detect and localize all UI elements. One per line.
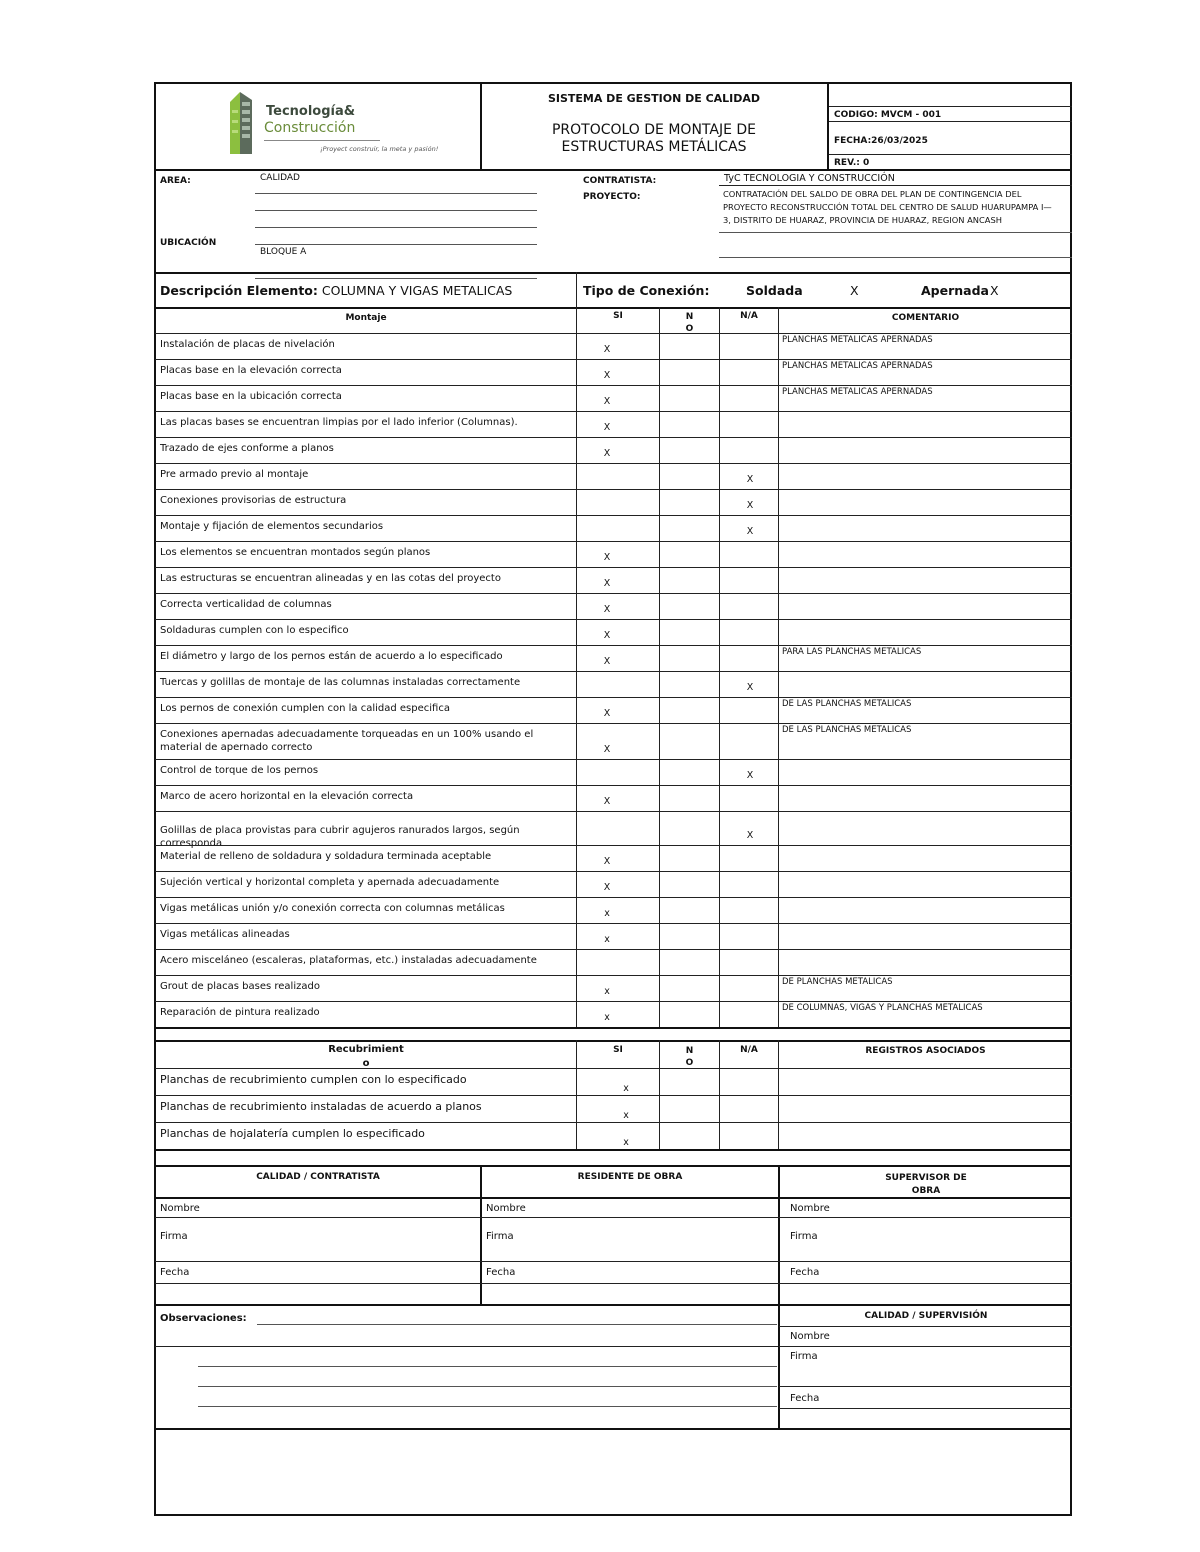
- conexion-label: Tipo de Conexión:: [583, 283, 710, 298]
- code-rule: [829, 154, 1072, 155]
- table-row-rule: [155, 645, 1072, 646]
- no-header-line2: O: [685, 324, 694, 334]
- protocol-title: [482, 122, 826, 156]
- table-row-label: El diámetro y largo de los pernos están de acuerdo a lo especificado: [160, 651, 503, 662]
- element-top-rule: [155, 272, 1072, 274]
- sig-col3-fecha: Fecha: [790, 1267, 820, 1278]
- table-row-label: Acero misceláneo (escaleras, plataformas, etc.) instaladas adecuadamente: [160, 955, 537, 966]
- table-row-label: Marco de acero horizontal en la elevación correcta: [160, 791, 414, 802]
- si-mark: x: [604, 986, 610, 997]
- table-row-rule: [155, 411, 1072, 412]
- table-row-label: Instalación de placas de nivelación: [160, 339, 335, 350]
- table-row-label: Montaje y fijación de elementos secundarios: [160, 521, 384, 532]
- sig-col1-firma: Firma: [160, 1231, 188, 1242]
- sig-rule: [155, 1165, 1072, 1167]
- proyecto-value: [723, 188, 1052, 227]
- no-header-line2: O: [685, 1058, 694, 1068]
- si-mark: X: [603, 630, 611, 641]
- table-row-label: Las placas bases se encuentran limpias por el lado inferior (Columnas).: [160, 417, 518, 428]
- proyecto-line3: 3, DISTRITO DE HUARAZ, PROVINCIA DE HUARAZ, REGION ANCASH: [723, 215, 1002, 225]
- si-mark: X: [603, 708, 611, 719]
- ubicacion-line: [255, 244, 537, 245]
- logo-line1: Tecnología&: [266, 104, 356, 119]
- sig-divider: [778, 1165, 780, 1429]
- table-row-rule: [155, 593, 1072, 594]
- protocol-title-line1: PROTOCOLO DE MONTAJE DE: [551, 122, 757, 138]
- supervision-nombre: Nombre: [790, 1331, 830, 1342]
- proyecto-line1: CONTRATACIÓN DEL SALDO DE OBRA DEL PLAN DE CONTINGENCIA DEL: [723, 189, 1022, 199]
- comment-cell: PLANCHAS METALICAS APERNADAS: [782, 335, 933, 345]
- no-header-line1: N: [685, 1046, 694, 1056]
- contratista-label: CONTRATISTA:: [583, 176, 657, 186]
- table-row-label: Placas base en la elevación correcta: [160, 365, 342, 376]
- table-row-rule: [155, 333, 1072, 334]
- sig-rule: [155, 1283, 1072, 1284]
- table-bottom-rule: [155, 1027, 1072, 1029]
- na-mark: X: [746, 770, 754, 781]
- proyecto-line: [719, 232, 1072, 233]
- recubrimiento-header-line1: Recubrimient: [328, 1044, 404, 1055]
- supervision-rule: [779, 1386, 1072, 1387]
- table-column-rule: [778, 1040, 779, 1149]
- sig-rule: [155, 1217, 1072, 1218]
- comment-cell: DE LAS PLANCHAS METALICAS: [782, 699, 912, 709]
- table-row-rule: [155, 1095, 1072, 1096]
- table-row-label: Las estructuras se encuentran alineadas y en las cotas del proyecto: [160, 573, 501, 584]
- table-column-rule: [659, 307, 660, 1027]
- element-divider: [576, 272, 577, 308]
- proyecto-line: [719, 257, 1072, 258]
- table-row-label: Planchas de hojalatería cumplen lo especificado: [160, 1127, 425, 1140]
- sig-divider: [480, 1165, 482, 1305]
- si-mark: X: [603, 422, 611, 433]
- table-row-label: Soldaduras cumplen con lo especifico: [160, 625, 349, 636]
- contratista-value: TyC TECNOLOGIA Y CONSTRUCCIÓN: [724, 173, 895, 184]
- sig-col2-fecha: Fecha: [486, 1267, 516, 1278]
- calidad-supervision-title: CALIDAD / SUPERVISIÓN: [864, 1311, 988, 1321]
- comment-cell: DE PLANCHAS METALICAS: [782, 977, 893, 987]
- na-mark: X: [746, 474, 754, 485]
- rev-field: REV.: 0: [834, 158, 870, 168]
- si-mark: X: [603, 578, 611, 589]
- na-header: N/A: [740, 1045, 758, 1055]
- si-mark: X: [603, 344, 611, 355]
- si-mark: X: [603, 856, 611, 867]
- na-mark: X: [746, 682, 754, 693]
- table-row-label: Material de relleno de soldadura y soldadura terminada aceptable: [160, 851, 492, 862]
- si-mark: X: [603, 604, 611, 615]
- sig-col3-title: [780, 1172, 1072, 1198]
- sig-rule: [155, 1261, 1072, 1262]
- desc-value: COLUMNA Y VIGAS METALICAS: [321, 283, 513, 298]
- table-column-rule: [719, 307, 720, 1027]
- soldada-mark: X: [850, 283, 859, 298]
- codigo-field: CODIGO: MVCM - 001: [834, 110, 942, 120]
- supervision-firma: Firma: [790, 1351, 818, 1362]
- table-row-label: Conexiones apernadas adecuadamente torqueadas en un 100% usando el material de apernado correcto: [160, 729, 534, 753]
- table-row-rule: [155, 949, 1072, 950]
- proyecto-label: PROYECTO:: [583, 192, 641, 202]
- area-line: [255, 227, 537, 228]
- table-row-rule: [155, 1068, 1072, 1069]
- table-row-label: Vigas metálicas alineadas: [160, 929, 290, 940]
- table-row-rule: [155, 723, 1072, 724]
- table-row-rule: [155, 489, 1072, 490]
- code-rule: [829, 121, 1072, 122]
- logo-rule: [264, 140, 380, 141]
- si-mark: X: [603, 656, 611, 667]
- si-mark: X: [603, 744, 611, 755]
- table-row-rule: [155, 541, 1072, 542]
- ubicacion-value: BLOQUE A: [260, 247, 307, 257]
- sig-col1-nombre: Nombre: [160, 1203, 200, 1214]
- comment-cell: DE LAS PLANCHAS METALICAS: [782, 725, 912, 735]
- protocol-title-line2: ESTRUCTURAS METÁLICAS: [561, 139, 747, 155]
- recubrimiento-header: [156, 1043, 576, 1071]
- comment-cell: PLANCHAS METALICAS APERNADAS: [782, 361, 933, 371]
- table-row-label: Sujeción vertical y horizontal completa y apernada adecuadamente: [160, 877, 500, 888]
- desc-label: Descripción Elemento:: [160, 283, 318, 298]
- observaciones-line: [198, 1406, 777, 1407]
- table-row-rule: [155, 845, 1072, 846]
- header-divider: [827, 83, 829, 170]
- na-mark: X: [746, 830, 754, 841]
- table-row-label: Vigas metálicas unión y/o conexión correcta con columnas metálicas: [160, 903, 505, 914]
- apernada-mark: X: [990, 283, 999, 298]
- table-row-rule: [155, 567, 1072, 568]
- si-mark: x: [623, 1110, 629, 1121]
- logo-line2: Construcción: [264, 120, 356, 136]
- table-row-rule: [155, 671, 1072, 672]
- no-header: [660, 1045, 719, 1069]
- sig-col2-firma: Firma: [486, 1231, 514, 1242]
- soldada-label: Soldada: [746, 283, 803, 298]
- table-row-rule: [155, 923, 1072, 924]
- sig-col3-title-line1: SUPERVISOR DE: [885, 1173, 967, 1183]
- table-row-label: Los pernos de conexión cumplen con la calidad especifica: [160, 703, 450, 714]
- table-row-label: Planchas de recubrimiento cumplen con lo especificado: [160, 1073, 467, 1086]
- table-row-label: Correcta verticalidad de columnas: [160, 599, 332, 610]
- registros-header: REGISTROS ASOCIADOS: [865, 1046, 986, 1056]
- table-row-rule: [155, 1122, 1072, 1123]
- ubicacion-line: [255, 278, 537, 279]
- sig-rule: [155, 1304, 1072, 1306]
- observaciones-line: [257, 1324, 777, 1325]
- supervision-rule: [779, 1346, 1072, 1347]
- area-value: CALIDAD: [260, 173, 300, 183]
- sig-col2-nombre: Nombre: [486, 1203, 526, 1214]
- observaciones-bottom-rule: [155, 1428, 1072, 1430]
- comment-cell: DE COLUMNAS, VIGAS Y PLANCHAS METALICAS: [782, 1003, 983, 1013]
- area-line: [255, 193, 537, 194]
- table-row-rule: [155, 975, 1072, 976]
- table-row-rule: [155, 463, 1072, 464]
- si-mark: x: [604, 908, 610, 919]
- table-column-rule: [659, 1040, 660, 1149]
- table-row-label: Trazado de ejes conforme a planos: [160, 443, 334, 454]
- table-row-rule: [155, 811, 1072, 812]
- area-line: [255, 210, 537, 211]
- na-mark: X: [746, 526, 754, 537]
- supervision-rule: [779, 1326, 1072, 1327]
- table-row-label: Placas base en la ubicación correcta: [160, 391, 342, 402]
- si-mark: X: [603, 552, 611, 563]
- table-rule: [155, 1040, 1072, 1042]
- supervision-fecha: Fecha: [790, 1393, 820, 1404]
- company-logo: [226, 88, 439, 160]
- table-row-label: Tuercas y golillas de montaje de las columnas instaladas correctamente: [160, 677, 521, 688]
- table-row-label: Los elementos se encuentran montados según planos: [160, 547, 431, 558]
- table-column-rule: [719, 1040, 720, 1149]
- comment-cell: PLANCHAS METALICAS APERNADAS: [782, 387, 933, 397]
- code-rule: [829, 106, 1072, 107]
- si-mark: x: [623, 1137, 629, 1148]
- proyecto-line2: PROYECTO RECONSTRUCCIÓN TOTAL DEL CENTRO DE SALUD HUARUPAMPA I—: [723, 202, 1052, 212]
- si-mark: X: [603, 882, 611, 893]
- si-mark: x: [623, 1083, 629, 1094]
- table-row-rule: [155, 515, 1072, 516]
- recubrimiento-header-line2: o: [362, 1058, 370, 1069]
- table-column-rule: [576, 307, 577, 1027]
- si-mark: x: [604, 934, 610, 945]
- no-header: [660, 311, 719, 335]
- contratista-line: [719, 185, 1072, 186]
- comentario-header: COMENTARIO: [891, 313, 960, 323]
- table-row-label: Conexiones provisorias de estructura: [160, 495, 347, 506]
- apernada-label: Apernada: [921, 283, 989, 298]
- table-row-rule: [155, 359, 1072, 360]
- table-row-label: Grout de placas bases realizado: [160, 981, 320, 992]
- comment-cell: PARA LAS PLANCHAS METALICAS: [782, 647, 922, 657]
- si-mark: x: [604, 1012, 610, 1023]
- table-row-rule: [155, 437, 1072, 438]
- na-mark: X: [746, 500, 754, 511]
- table-row-rule: [155, 871, 1072, 872]
- table-row-label: Control de torque de los pernos: [160, 765, 319, 776]
- element-description: [160, 283, 512, 298]
- sig-col1-title: CALIDAD / CONTRATISTA: [256, 1172, 380, 1182]
- si-mark: X: [603, 370, 611, 381]
- montaje-header: Montaje: [345, 313, 387, 323]
- si-mark: X: [603, 796, 611, 807]
- logo-slogan: ¡Proyect construir, la meta y pasión!: [320, 145, 439, 153]
- table-bottom-rule: [155, 1149, 1072, 1151]
- table-column-rule: [576, 1040, 577, 1149]
- sig-col3-firma: Firma: [790, 1231, 818, 1242]
- sig-col1-fecha: Fecha: [160, 1267, 190, 1278]
- si-header: SI: [613, 1045, 623, 1055]
- sig-col3-nombre: Nombre: [790, 1203, 830, 1214]
- sig-col3-title-line2: OBRA: [911, 1186, 941, 1196]
- table-row-label: Pre armado previo al montaje: [160, 469, 309, 480]
- header-bottom-rule: [155, 169, 1071, 171]
- fecha-field: FECHA:26/03/2025: [834, 136, 928, 146]
- observaciones-line: [198, 1366, 777, 1367]
- no-header-line1: N: [685, 312, 694, 322]
- table-row-label: Golillas de placa provistas para cubrir agujeros ranurados largos, según corresponda: [160, 825, 520, 849]
- table-row-rule: [155, 1001, 1072, 1002]
- si-header: SI: [613, 311, 623, 321]
- system-title: SISTEMA DE GESTION DE CALIDAD: [547, 92, 761, 105]
- table-row-label: Reparación de pintura realizado: [160, 1007, 320, 1018]
- table-row-rule: [155, 785, 1072, 786]
- na-header: N/A: [740, 311, 758, 321]
- table-row-rule: [155, 897, 1072, 898]
- observaciones-line: [155, 1346, 778, 1347]
- supervision-rule: [779, 1408, 1072, 1409]
- si-mark: X: [603, 396, 611, 407]
- sig-col2-title: RESIDENTE DE OBRA: [577, 1172, 683, 1182]
- table-row-rule: [155, 759, 1072, 760]
- table-rule: [155, 307, 1072, 309]
- table-row-label: Planchas de recubrimiento instaladas de acuerdo a planos: [160, 1100, 482, 1113]
- table-row-rule: [155, 385, 1072, 386]
- table-column-rule: [778, 307, 779, 1027]
- si-mark: X: [603, 448, 611, 459]
- table-row-rule: [155, 697, 1072, 698]
- ubicacion-label: UBICACIÓN: [160, 238, 217, 248]
- building-logo-icon: [226, 88, 266, 156]
- table-row-rule: [155, 619, 1072, 620]
- observaciones-line: [198, 1386, 777, 1387]
- observaciones-label: Observaciones:: [160, 1313, 247, 1324]
- area-label: AREA:: [160, 176, 191, 186]
